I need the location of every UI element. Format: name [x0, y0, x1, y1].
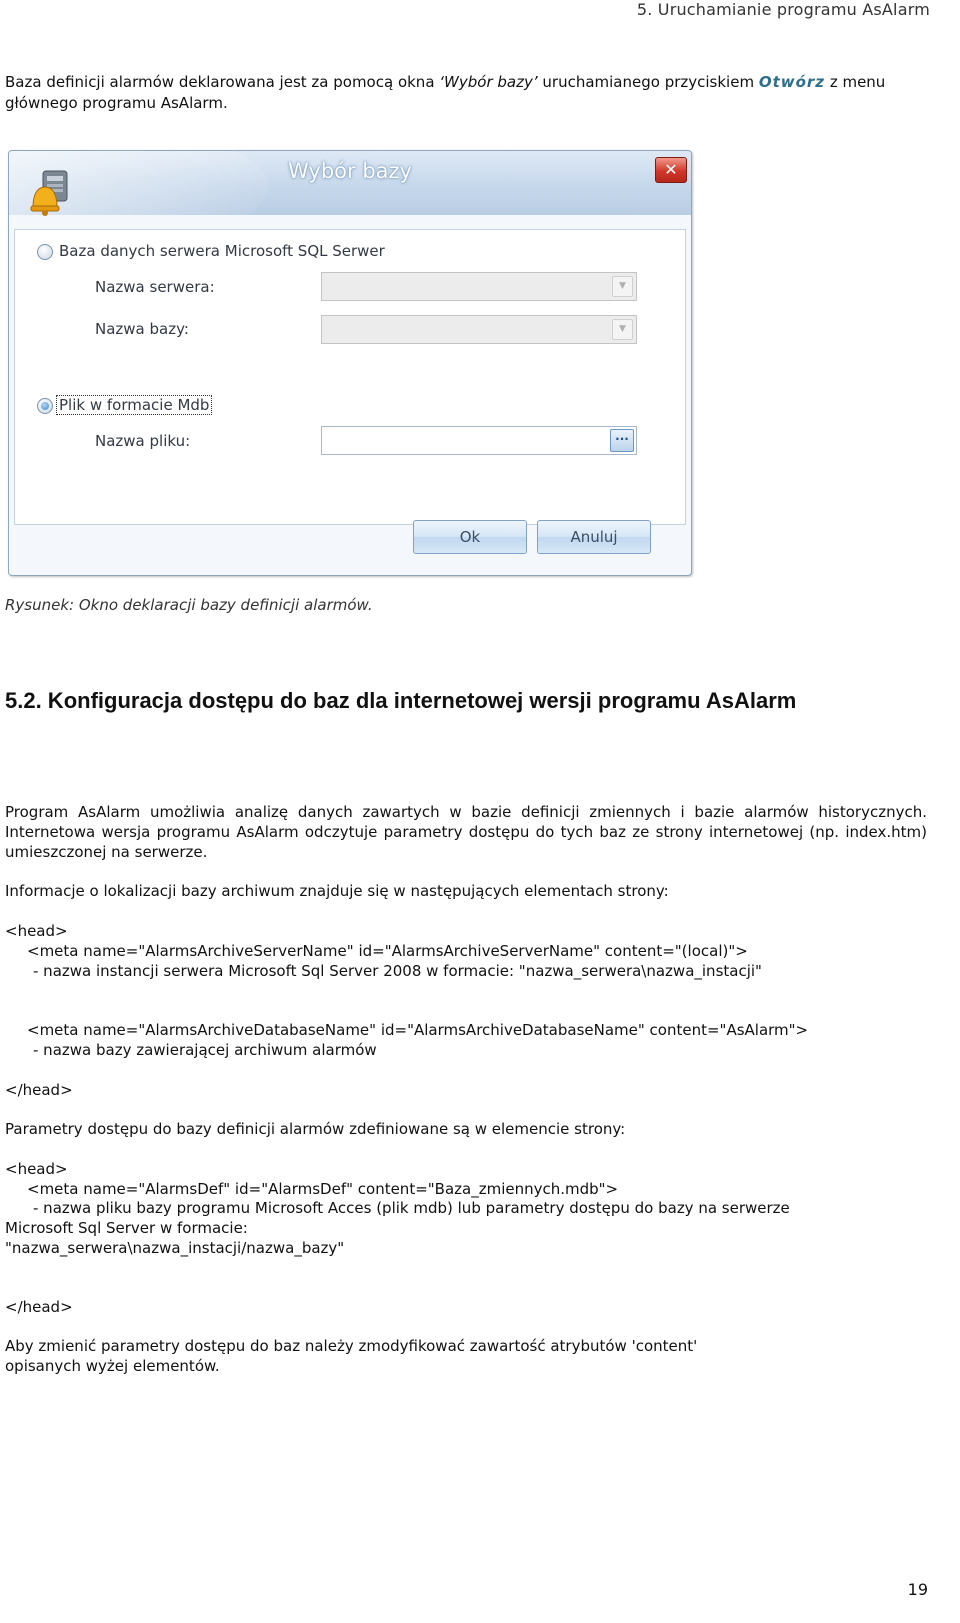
- code-meta-alarms-def: <meta name="AlarmsDef" id="AlarmsDef" content="Baza_zmiennych.mdb">: [27, 1180, 619, 1198]
- running-header: 5. Uruchamianie programu AsAlarm: [636, 0, 930, 19]
- file-name-input[interactable]: [321, 426, 637, 455]
- database-name-label: Nazwa bazy:: [95, 320, 189, 338]
- file-name-label: Nazwa pliku:: [95, 432, 191, 450]
- database-name-combobox[interactable]: [321, 315, 637, 344]
- ok-button[interactable]: Ok: [413, 520, 527, 554]
- dialog-content-panel: [14, 229, 686, 525]
- intro-text-1: Baza definicji alarmów deklarowana jest za pomocą okna: [5, 73, 440, 91]
- chevron-down-icon[interactable]: ▼: [612, 276, 633, 297]
- server-name-label: Nazwa serwera:: [95, 278, 215, 296]
- section-heading: 5.2. Konfiguracja dostępu do baz dla internetowej wersji programu AsAlarm: [5, 688, 797, 713]
- intro-text-2: uruchamianego przyciskiem: [537, 73, 759, 91]
- intro-text-3: z menu głównego programu AsAlarm.: [5, 73, 886, 112]
- paragraph-modify-content-line2: opisanych wyżej elementów.: [5, 1357, 220, 1375]
- page-number: 19: [907, 1580, 928, 1599]
- meta-alarms-def-description: - nazwa pliku bazy programu Microsoft Acces (plik mdb) lub parametry dostępu do bazy na serwerze: [33, 1199, 790, 1217]
- window-name: ‘Wybór bazy’: [439, 73, 538, 91]
- code-meta-server-name: <meta name="AlarmsArchiveServerName" id="AlarmsArchiveServerName" content="(local)">: [27, 942, 748, 960]
- option-sql-server-label: Baza danych serwera Microsoft SQL Serwer: [59, 242, 385, 260]
- code-head-open: <head>: [5, 1160, 68, 1178]
- server-name-combobox[interactable]: [321, 272, 637, 301]
- option-mdb-label: Plik w formacie Mdb: [59, 396, 210, 414]
- browse-ellipsis-icon[interactable]: ···: [610, 429, 634, 452]
- code-head-close: </head>: [5, 1298, 73, 1316]
- close-button[interactable]: ✕: [655, 157, 687, 183]
- alarm-bell-icon: [29, 167, 75, 217]
- meta-database-description: - nazwa bazy zawierającej archiwum alarmów: [33, 1041, 377, 1059]
- chevron-down-icon[interactable]: ▼: [612, 319, 633, 340]
- paragraph-definitions-access: Parametry dostępu do bazy definicji alarmów zdefiniowane są w elemencie strony:: [5, 1120, 626, 1138]
- figure-caption: Rysunek: Okno deklaracji bazy definicji alarmów.: [5, 596, 373, 614]
- paragraph-web-version: Program AsAlarm umożliwia analizę danych zawartych w bazie definicji zmiennych i bazie alarmów historycznych. Internetowa wersja programu AsAlarm odczytuje parametry dostępu do tych baz ze strony internetowej (np. index.htm) umieszczonej na serwerze.: [5, 803, 927, 861]
- paragraph-archive-location: Informacje o lokalizacji bazy archiwum znajduje się w następujących elementach strony:: [5, 882, 669, 900]
- cancel-button[interactable]: Anuluj: [537, 520, 651, 554]
- code-head-close: </head>: [5, 1081, 73, 1099]
- meta-server-description: - nazwa instancji serwera Microsoft Sql Server 2008 w formacie: "nazwa_serwera\nazwa_instacji": [33, 962, 762, 980]
- paragraph-modify-content-line1: Aby zmienić parametry dostępu do baz należy zmodyfikować zawartość atrybutów 'content': [5, 1337, 698, 1355]
- radio-sql-server[interactable]: [37, 244, 53, 260]
- open-button-name: Otwórz: [758, 73, 826, 91]
- meta-alarms-def-format: "nazwa_serwera\nazwa_instacji/nazwa_bazy": [5, 1239, 345, 1257]
- dialog-titlebar: [9, 151, 691, 215]
- database-selection-dialog: [8, 150, 692, 576]
- radio-mdb-file[interactable]: [37, 398, 53, 414]
- code-head-open: <head>: [5, 922, 68, 940]
- code-meta-database-name: <meta name="AlarmsArchiveDatabaseName" id="AlarmsArchiveDatabaseName" content="AsAlarm">: [27, 1021, 809, 1039]
- meta-alarms-def-description-cont: Microsoft Sql Server w formacie:: [5, 1219, 248, 1237]
- dialog-title: Wybór bazy: [288, 159, 412, 183]
- intro-paragraph: [5, 72, 935, 114]
